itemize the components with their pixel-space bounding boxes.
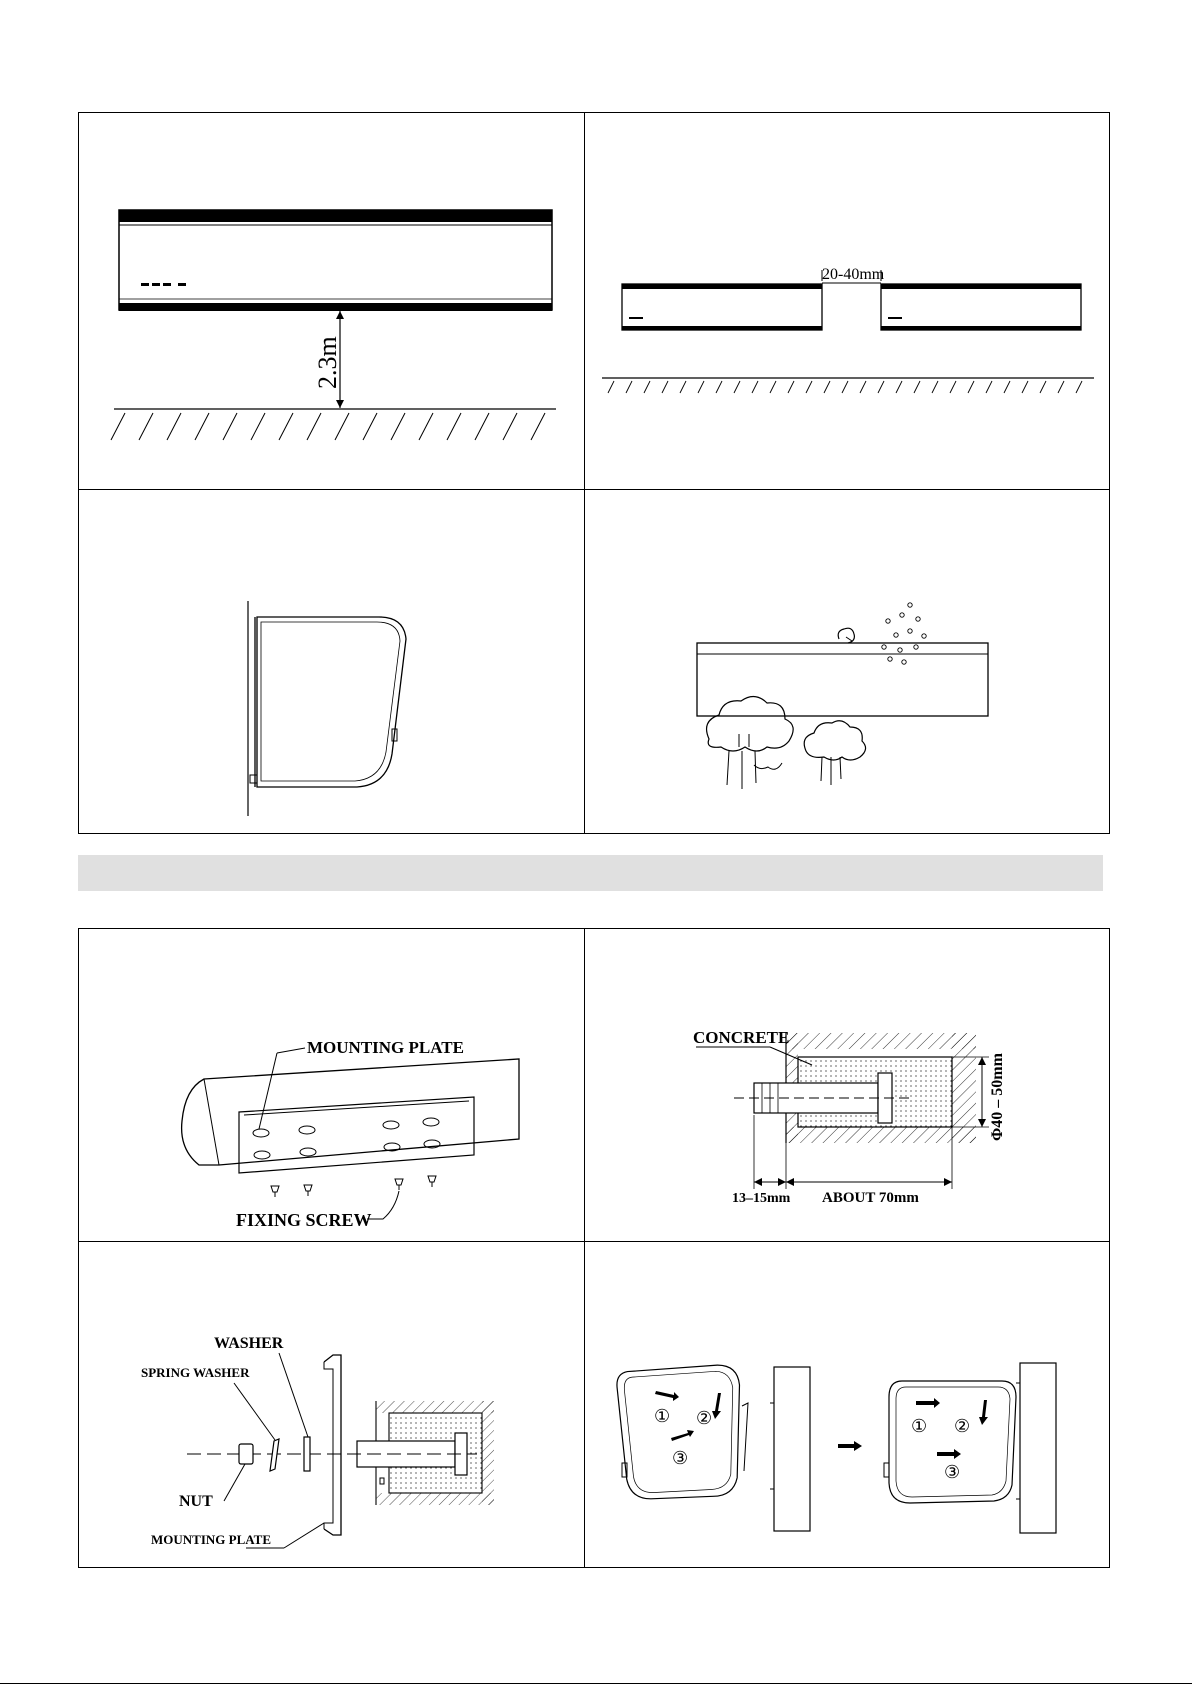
height-label: 2.3m <box>313 336 342 389</box>
step3-marker: ③ <box>672 1448 689 1468</box>
step3-marker-after: ③ <box>944 1462 961 1482</box>
mounting-plate-drawing <box>79 929 584 1241</box>
figure-concrete-anchor <box>584 929 1111 1241</box>
figure-install-height <box>79 113 584 489</box>
step1-marker-after: ① <box>911 1416 928 1436</box>
spring-washer-label: SPRING WASHER <box>141 1365 250 1380</box>
unit-side-view-drawing <box>79 489 584 835</box>
mounting-plate-label-2: MOUNTING PLATE <box>151 1532 272 1547</box>
concrete-label: CONCRETE <box>693 1028 790 1047</box>
hole-diameter-label: Φ40 – 50mm <box>989 1053 1006 1141</box>
figure-grid-bottom <box>78 928 1110 1568</box>
figure-hanging-steps <box>584 1241 1111 1569</box>
page-bottom-rule <box>0 1683 1192 1684</box>
figure-avoid-steam-water <box>584 489 1111 835</box>
step2-marker: ② <box>696 1408 713 1428</box>
fixing-screw-label: FIXING SCREW <box>236 1210 372 1230</box>
figure-grid-top <box>78 112 1110 834</box>
unit-spacing-drawing <box>584 113 1111 489</box>
figure-unit-spacing <box>584 113 1111 489</box>
section-heading-band <box>78 855 1103 891</box>
figure-bolt-assembly <box>79 1241 584 1569</box>
depth-clearance-label: 13–15mm <box>732 1191 791 1206</box>
step1-marker: ① <box>654 1406 671 1426</box>
step2-marker-after: ② <box>954 1416 971 1436</box>
concrete-anchor-drawing <box>584 929 1111 1241</box>
washer-label: WASHER <box>214 1335 284 1352</box>
depth-about-label: ABOUT 70mm <box>822 1190 919 1206</box>
figure-wall-side-view <box>79 489 584 835</box>
figure-mounting-plate <box>79 929 584 1241</box>
indoor-unit-height-drawing <box>79 113 584 489</box>
bolt-assembly-drawing <box>79 1241 584 1569</box>
mounting-plate-label: MOUNTING PLATE <box>307 1038 464 1057</box>
nut-label: NUT <box>179 1493 213 1510</box>
gap-label: 20-40mm <box>822 266 885 283</box>
steam-and-water-drawing <box>584 489 1111 835</box>
hanging-steps-drawing <box>584 1241 1111 1569</box>
